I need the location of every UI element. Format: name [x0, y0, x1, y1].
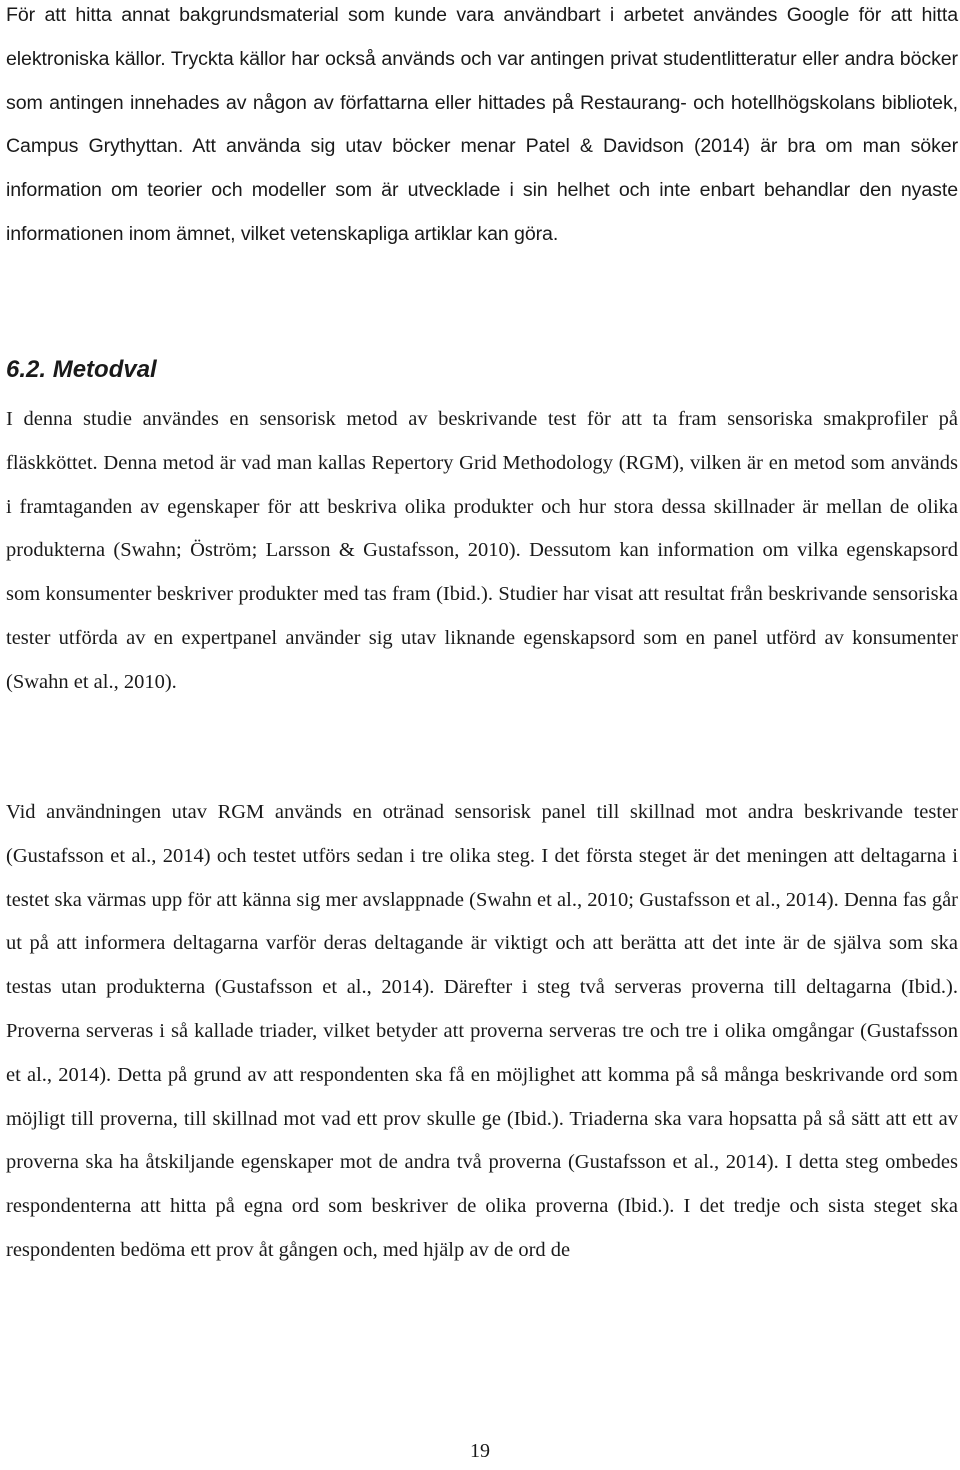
page-number: 19: [470, 1440, 490, 1462]
metodval-paragraph-2: Vid användningen utav RGM används en otränad sensorisk panel till skillnad mot andra beskrivande tester (Gustafsson et al., 2014) och testet utförs sedan i tre olika steg. I det första steget är det meningen att deltagarna i testet ska värmas upp för att känna sig mer avslappnade (Swahn et al., 2010; Gustafsson et al., 2014). Denna fas går ut på att informera deltagarna varför deras deltagande är viktigt och att berätta att det inte är de själva som ska testas utan produkterna (Gustafsson et al., 2014). Därefter i steg två serveras proverna till deltagarna (Ibid.). Proverna serveras i så kallade triader, vilket betyder att proverna serveras tre och tre i olika omgångar (Gustafsson et al., 2014). Detta på grund av att respondenten ska få en möjlighet att komma på så många beskrivande ord som möjligt till proverna, till skillnad mot vad ett prov skulle ge (Ibid.). Triaderna ska vara hopsatta på så sätt att ett av proverna ska ha åtskiljande egenskaper mot de andra två proverna (Gustafsson et al., 2014). I detta steg ombedes respondenterna att hitta på egna ord som beskriver de olika proverna (Ibid.). I det tredje och sista steget ska respondenten bedöma ett prov åt gången och, med hjälp av de ord de: [6, 801, 958, 1261]
metodval-paragraph-1: I denna studie användes en sensorisk metod av beskrivande test för att ta fram sensoriska smakprofiler på fläskköttet. Denna metod är vad man kallas Repertory Grid Methodology (RGM), vilken är en metod som används i framtaganden av egenskaper för att beskriva olika produkter och hur stora dessa skillnader är mellan de olika produkterna (Swahn; Öström; Larsson & Gustafsson, 2010). Dessutom kan information om vilka egenskapsord som konsumenter beskriver produkter med tas fram (Ibid.). Studier har visat att resultat från beskrivande sensoriska tester utförda av en expertpanel använder sig utav liknande egenskapsord som en panel utförd av konsumenter (Swahn et al., 2010).: [6, 408, 958, 693]
section-heading: 6.2. Metodval: [6, 356, 157, 383]
intro-paragraph: För att hitta annat bakgrundsmaterial som kunde vara användbart i arbetet användes Google för att hitta elektroniska källor. Tryckta källor har också används och var antingen privat studentlitteratur eller andra böcker som antingen innehades av någon av författarna eller hittades på Restaurang- och hotellhögskolans bibliotek, Campus Grythyttan. Att använda sig utav böcker menar Patel & Davidson (2014) är bra om man söker information om teorier och modeller som är utvecklade i sin helhet och inte enbart behandlar den nyaste informationen inom ämnet, vilket vetenskapliga artiklar kan göra.: [6, 4, 958, 245]
